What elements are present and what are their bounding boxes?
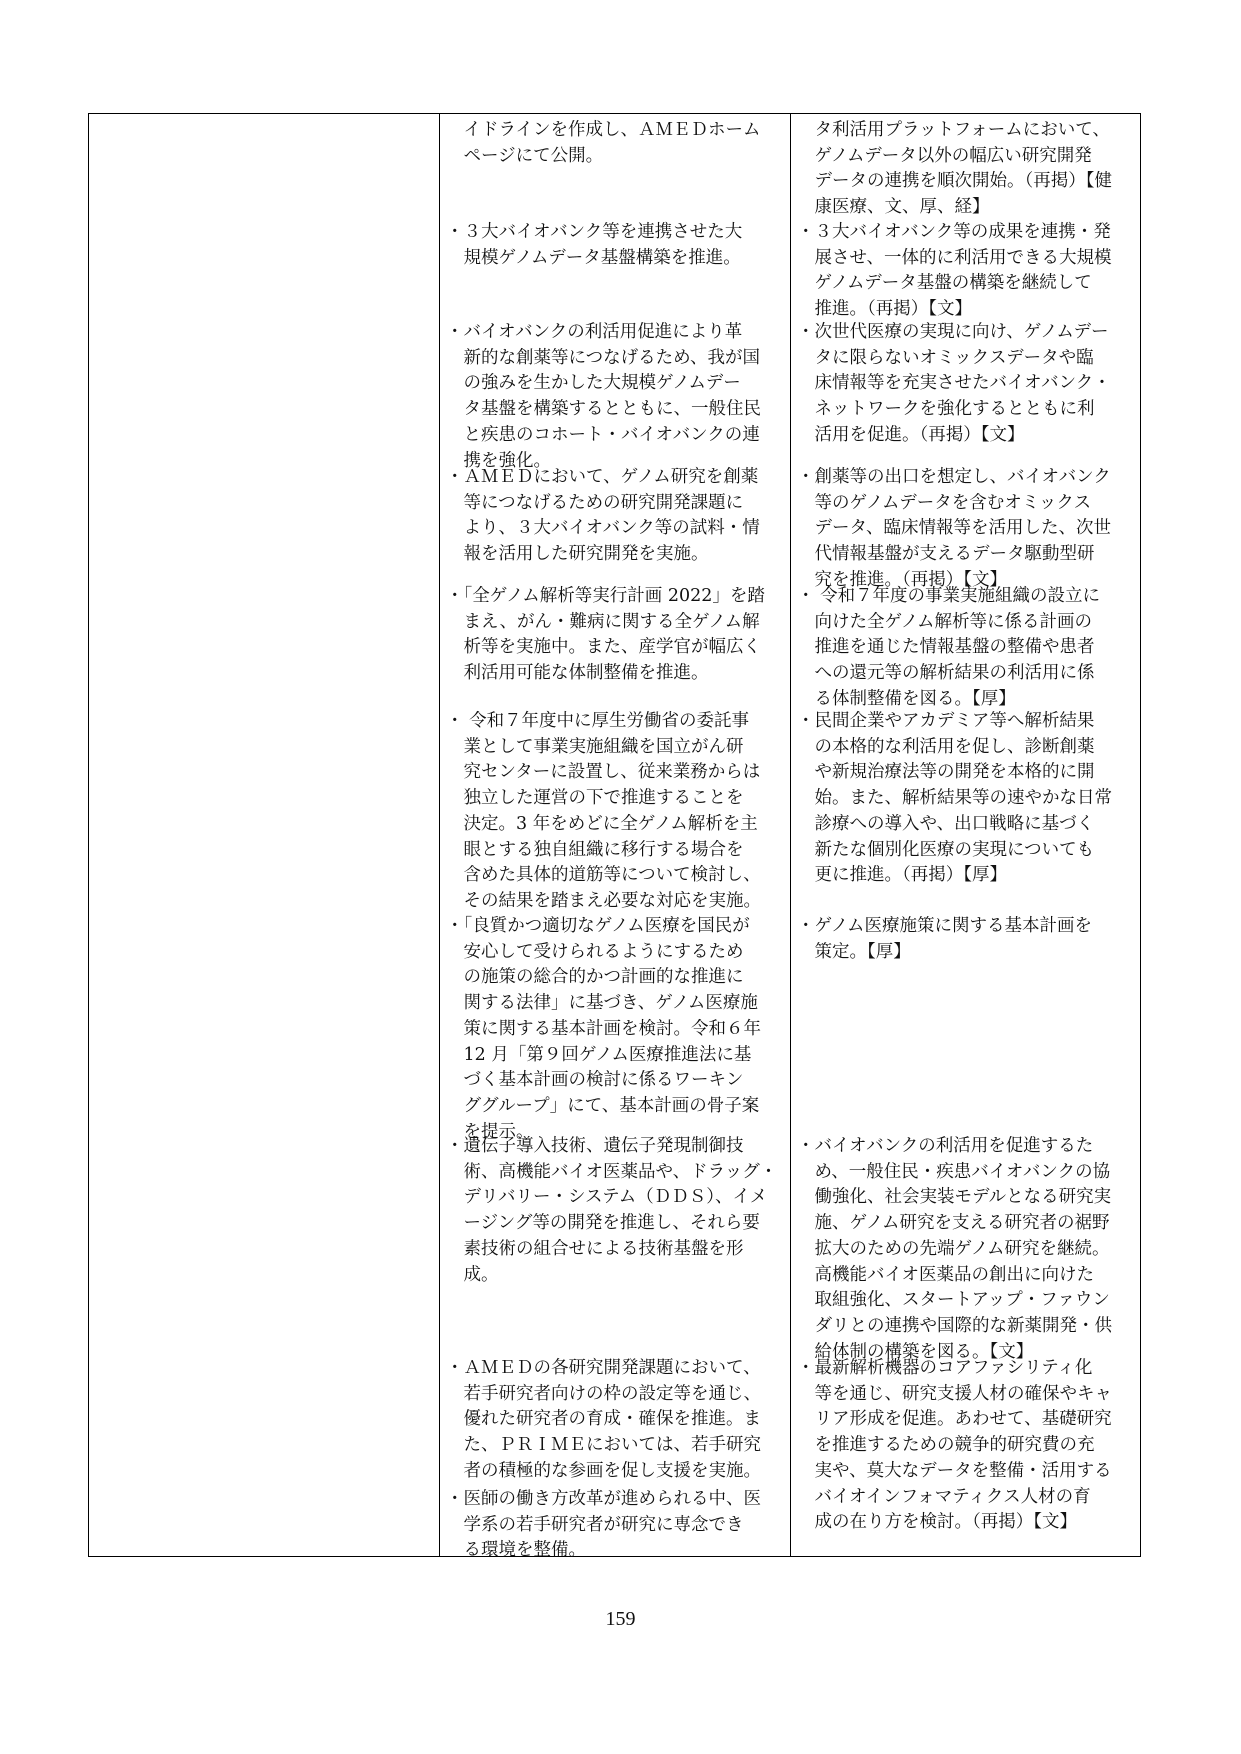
text-line: タ利活用プラットフォームにおいて、 bbox=[797, 120, 1110, 140]
text-line: 関する法律」に基づき、ゲノム医療施 bbox=[446, 993, 758, 1014]
text-line: の本格的な利活用を促し、診断創薬 bbox=[797, 736, 1095, 757]
text-line: る環境を整備。 bbox=[446, 1540, 586, 1561]
text-line: を推進するための競争的研究費の充 bbox=[797, 1435, 1095, 1456]
text-line: 取組強化、スタートアップ・ファウン bbox=[797, 1290, 1110, 1311]
text-line: ・ゲノム医療施策に関する基本計画を bbox=[797, 916, 1093, 936]
bullet-item bbox=[797, 1356, 1112, 1536]
bullet-item bbox=[797, 584, 1100, 713]
text-line: への還元等の解析結果の利活用に係 bbox=[797, 663, 1095, 684]
column-divider-1 bbox=[439, 114, 440, 1556]
text-line: ゲノムデータ以外の幅広い研究開発 bbox=[797, 145, 1092, 166]
bullet-item bbox=[797, 465, 1111, 594]
text-line: や新規治療法等の開発を本格的に開 bbox=[797, 762, 1095, 783]
bullet-item bbox=[446, 320, 761, 474]
bullet-item bbox=[446, 118, 760, 169]
text-line: リア形成を促進。あわせて、基礎研究 bbox=[797, 1409, 1112, 1430]
text-line: 代情報基盤が支えるデータ駆動型研 bbox=[797, 544, 1095, 565]
text-line: 安心して受けられるようにするため bbox=[446, 941, 744, 962]
text-line: タに限らないオミックスデータや臨 bbox=[797, 347, 1094, 368]
text-line: 康医療、文、厚、経】 bbox=[797, 197, 990, 218]
bullet-item bbox=[446, 914, 761, 1145]
text-line: 若手研究者向けの枠の設定等を通じ、 bbox=[446, 1383, 761, 1404]
bullet-item bbox=[446, 584, 765, 687]
text-line: づく基本計画の検討に係るワーキン bbox=[446, 1070, 744, 1091]
text-line: 優れた研究者の育成・確保を推進。ま bbox=[446, 1409, 761, 1430]
text-line: 業として事業実施組織を国立がん研 bbox=[446, 736, 744, 757]
text-line: バイオインフォマティクス人材の育 bbox=[797, 1486, 1091, 1507]
text-line: 推進を通じた情報基盤の整備や患者 bbox=[797, 637, 1095, 658]
text-line: イドラインを作成し、ＡＭＥＤホーム bbox=[446, 120, 761, 140]
text-line: 展させ、一体的に利活用できる大規模 bbox=[797, 247, 1112, 268]
text-line: ・民間企業やアカデミア等へ解析結果 bbox=[797, 711, 1095, 731]
text-line: 利活用可能な体制整備を推進。 bbox=[446, 663, 709, 684]
text-line: ・ 令和７年度の事業実施組織の設立に bbox=[797, 586, 1101, 606]
text-line: 拡大のための先端ゲノム研究を継続。 bbox=[797, 1238, 1110, 1259]
bullet-item bbox=[446, 465, 760, 568]
text-line: 成の在り方を検討。（再掲）【文】 bbox=[797, 1512, 1077, 1533]
text-line: ググループ」にて、基本計画の骨子案 bbox=[446, 1095, 760, 1116]
text-line: ・バイオバンクの利活用を促進するた bbox=[797, 1136, 1094, 1156]
text-line: 成。 bbox=[446, 1264, 499, 1285]
bullet-item bbox=[797, 1134, 1112, 1365]
text-line: ・ 令和７年度中に厚生労働省の委託事 bbox=[446, 711, 750, 731]
text-line: 眼とする独自組織に移行する場合を bbox=[446, 839, 744, 860]
text-line: 12 月「第９回ゲノム医療推進法に基 bbox=[446, 1044, 752, 1065]
text-line: 始。また、解析結果等の速やかな日常 bbox=[797, 788, 1112, 809]
text-line: 実や、莫大なデータを整備・活用する bbox=[797, 1460, 1112, 1481]
text-line: ・最新解析機器のコアファシリティ化 bbox=[797, 1358, 1093, 1378]
text-line: 策定。【厚】 bbox=[797, 941, 911, 962]
text-line: ゲノムデータ基盤の構築を継続して bbox=[797, 273, 1092, 294]
text-line: データ、臨床情報等を活用した、次世 bbox=[797, 518, 1111, 539]
text-line: 携を強化。 bbox=[446, 450, 551, 471]
text-line: 究センターに設置し、従来業務からは bbox=[446, 762, 761, 783]
text-line: 更に推進。（再掲）【厚】 bbox=[797, 865, 1007, 886]
text-line: 高機能バイオ医薬品の創出に向けた bbox=[797, 1264, 1094, 1285]
text-line: その結果を踏まえ必要な対応を実施。 bbox=[446, 890, 761, 911]
text-line: 施、ゲノム研究を支える研究者の裾野 bbox=[797, 1213, 1110, 1234]
text-line: の強みを生かした大規模ゲノムデー bbox=[446, 373, 741, 394]
text-line: 床情報等を充実させたバイオバンク・ bbox=[797, 373, 1111, 394]
text-line: 等につなげるための研究開発課題に bbox=[446, 492, 744, 513]
text-line: 素技術の組合せによる技術基盤を形 bbox=[446, 1238, 744, 1259]
text-line: 独立した運営の下で推進することを bbox=[446, 788, 744, 809]
text-line: デリバリー・システム（ＤＤＳ）、イメ bbox=[446, 1187, 768, 1208]
text-line: 学系の若手研究者が研究に専念でき bbox=[446, 1514, 744, 1535]
bullet-item bbox=[797, 118, 1112, 221]
text-line: 究を推進。（再掲）【文】 bbox=[797, 569, 1007, 590]
text-line: 含めた具体的道筋等について検討し、 bbox=[446, 865, 761, 886]
text-line: ・「良質かつ適切なゲノム医療を国民が bbox=[446, 916, 750, 936]
text-line: 新的な創薬等につなげるため、我が国 bbox=[446, 347, 760, 368]
text-line: ・「全ゲノム解析等実行計画 2022」を踏 bbox=[446, 586, 765, 606]
text-line: 給体制の構築を図る。【文】 bbox=[797, 1341, 1034, 1362]
text-line: ・創薬等の出口を想定し、バイオバンク bbox=[797, 467, 1111, 487]
text-line: と疾患のコホート・バイオバンクの連 bbox=[446, 424, 760, 445]
bullet-item bbox=[797, 709, 1112, 889]
text-line: ネットワークを強化するとともに利 bbox=[797, 399, 1095, 420]
text-line: ・３大バイオバンク等を連携させた大 bbox=[446, 222, 743, 242]
text-line: ・医師の働き方改革が進められる中、医 bbox=[446, 1489, 761, 1509]
text-line: ・次世代医療の実現に向け、ゲノムデー bbox=[797, 322, 1109, 342]
text-line: タ基盤を構築するとともに、一般住民 bbox=[446, 399, 761, 420]
bullet-item bbox=[446, 220, 742, 271]
bullet-item bbox=[797, 320, 1111, 449]
bullet-item bbox=[797, 220, 1111, 323]
text-line: ダリとの連携や国際的な新薬開発・供 bbox=[797, 1315, 1112, 1336]
text-line: 活用を促進。（再掲）【文】 bbox=[797, 424, 1025, 445]
bullet-item bbox=[446, 1356, 761, 1485]
page-number: 159 bbox=[605, 1608, 636, 1630]
text-line: ・３大バイオバンク等の成果を連携・発 bbox=[797, 222, 1111, 242]
text-line: 診療への導入や、出口戦略に基づく bbox=[797, 813, 1095, 834]
text-line: 術、高機能バイオ医薬品や、ドラッグ・ bbox=[446, 1161, 778, 1182]
text-line: データの連携を順次開始。（再掲）【健 bbox=[797, 171, 1112, 192]
text-line: を提示。 bbox=[446, 1121, 534, 1142]
text-line: 規模ゲノムデータ基盤構築を推進。 bbox=[446, 247, 741, 268]
text-line: 者の積極的な参画を促し支援を実施。 bbox=[446, 1460, 761, 1481]
text-line: 働強化、社会実装モデルとなる研究実 bbox=[797, 1187, 1112, 1208]
text-line: 析等を実施中。また、産学官が幅広く bbox=[446, 637, 761, 658]
text-line: 策に関する基本計画を検討。令和６年 bbox=[446, 1018, 761, 1039]
text-line: め、一般住民・疾患バイオバンクの協 bbox=[797, 1161, 1111, 1182]
text-line: ページにて公開。 bbox=[446, 145, 604, 166]
bullet-item bbox=[446, 1134, 777, 1288]
text-line: た、ＰＲＩＭＥにおいては、若手研究 bbox=[446, 1435, 761, 1456]
text-line: ・遺伝子導入技術、遺伝子発現制御技 bbox=[446, 1136, 744, 1156]
text-line: 等を通じ、研究支援人材の確保やキャ bbox=[797, 1383, 1112, 1404]
text-line: 報を活用した研究開発を実施。 bbox=[446, 544, 709, 565]
bullet-item bbox=[797, 914, 1092, 965]
text-line: ・ＡＭＥＤにおいて、ゲノム研究を創薬 bbox=[446, 467, 759, 487]
text-line: 決定。3 年をめどに全ゲノム解析を主 bbox=[446, 813, 758, 834]
text-line: 推進。（再掲）【文】 bbox=[797, 299, 972, 320]
text-line: の施策の総合的かつ計画的な推進に bbox=[446, 967, 744, 988]
text-line: る体制整備を図る。【厚】 bbox=[797, 688, 1016, 709]
text-line: ・バイオバンクの利活用促進により革 bbox=[446, 322, 743, 342]
text-line: より、３大バイオバンク等の試料・情 bbox=[446, 518, 760, 539]
bullet-item bbox=[446, 709, 761, 915]
text-line: ージング等の開発を推進し、それら要 bbox=[446, 1213, 760, 1234]
column-divider-2 bbox=[790, 114, 791, 1556]
text-line: ・ＡＭＥＤの各研究開発課題において、 bbox=[446, 1358, 761, 1378]
text-line: 向けた全ゲノム解析等に係る計画の bbox=[797, 611, 1093, 632]
text-line: まえ、がん・難病に関する全ゲノム解 bbox=[446, 611, 760, 632]
policy-table bbox=[88, 113, 1141, 1561]
text-line: 新たな個別化医療の実現についても bbox=[797, 839, 1095, 860]
text-line: 等のゲノムデータを含むオミックス bbox=[797, 492, 1092, 513]
bullet-item bbox=[446, 1487, 761, 1564]
